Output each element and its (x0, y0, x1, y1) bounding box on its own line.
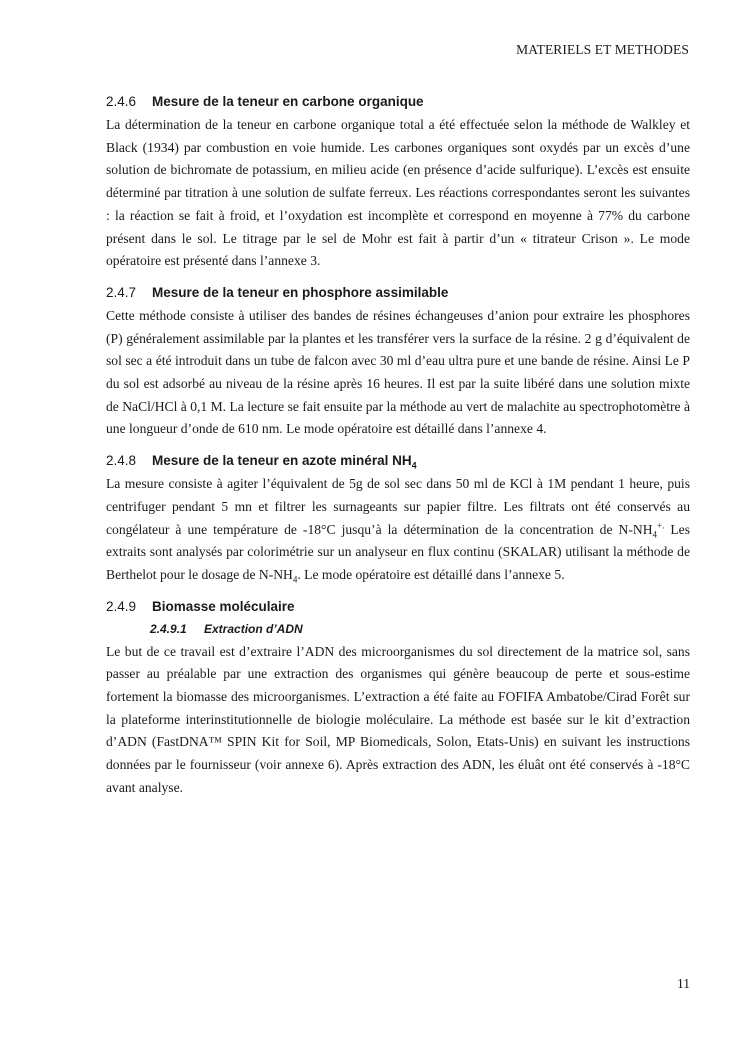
subsection-number: 2.4.9.1 (150, 621, 187, 636)
section-heading-2-4-8 (106, 451, 690, 471)
subsection-body-extraction: Le but de ce travail est d’extraire l’ADN des microorganismes du sol directement de la matrice sol, sans passer au préalable par une extraction des organismes qui génère beaucoup de perte et sous-estime fortement la biomasse des microorganismes. L’extraction a été faite au FOFIFA Ambatobe/Cirad Forêt sur la plateforme interinstitutionnelle de biologie moléculaire. La méthode est basée sur le kit d’extraction d’ADN (FastDNA™ SPIN Kit for Soil, MP Biomedicals, Solon, Etats-Unis) en suivant les instructions données par le fournisseur (voir annexe 6). Après extraction des ADN, les éluât ont été conservés à -18°C avant analyse. (106, 643, 690, 795)
subscript: 4 (292, 574, 298, 585)
section-number: 2.4.8 (106, 453, 137, 469)
section-heading-2-4-9 (106, 597, 690, 617)
section-title: Mesure de la teneur en phosphore assimilable (152, 284, 449, 300)
section-heading-2-4-7 (106, 283, 690, 303)
subsection-heading-2-4-9-1 (150, 619, 690, 639)
subscript: 4 (411, 460, 417, 471)
body-text: Les extraits sont analysés par colorimétrie sur un analyseur en flux continu (SKALAR) utilisant la méthode de Berthelot pour le dosage de N-NH (106, 521, 690, 582)
section-number: 2.4.6 (106, 94, 137, 109)
superscript: +. (657, 520, 665, 531)
body-text: La mesure consiste à agiter l’équivalent de 5g de sol sec dans 50 ml de KCl à 1M pendant 1 heure, puis centrifuger pendant 5 mn et filtrer les surnageants sur papier filtre. Les filtrats ont été conservés au congélateur à une température de -18°C jusqu’à la détermination de la concentration de N-NH (106, 476, 690, 537)
section-heading-2-4-6 (106, 92, 690, 112)
section-title: Mesure de la teneur en carbone organique (152, 94, 424, 109)
section-body-azote (106, 473, 690, 587)
section-title (152, 453, 417, 471)
subscript: 4 (652, 529, 658, 540)
section-title-main: Mesure de la teneur en azote minéral NH (152, 453, 412, 469)
section-number: 2.4.9 (106, 598, 137, 614)
body-text: . Le mode opératoire est détaillé dans l’annexe 5. (297, 566, 565, 582)
running-header: MATERIELS ET METHODES (516, 42, 689, 57)
page-content (106, 92, 690, 810)
section-title: Biomasse moléculaire (152, 598, 295, 614)
page-number: 11 (677, 976, 690, 991)
section-body-phosphore: Cette méthode consiste à utiliser des bandes de résines échangeuses d’anion pour extraire les phosphores (P) généralement assimilable par la plantes et les transférer vers la surface de la résine. 2 g d’équivalent de sol sec a été introduit dans un tube de falcon avec 30 ml d’eau ultra pure et une bande de résine. Ainsi Le P du sol est adsorbé au niveau de la résine après 16 heures. Il est par la suite libéré dans une solution mixte de NaCl/HCl à 0,1 M. La lecture se fait ensuite par la méthode au vert de malachite au spectrophotomètre à une longueur d’onde de 610 nm. Le mode opératoire est détaillé dans l’annexe 4. (106, 307, 690, 437)
section-number: 2.4.7 (106, 284, 137, 300)
section-body-carbone: La détermination de la teneur en carbone organique total a été effectuée selon la méthode de Walkley et Black (1934) par combustion en voie humide. Les carbones organiques sont oxydés par un excès d’une solution de bichromate de potassium, en milieu acide (en présence d’acide sulfurique). L’excès est ensuite déterminé par titration à une solution de sulfate ferreux. Les réactions correspondantes seront les suivantes : la réaction se fait à froid, et l’oxydation est incomplète et correspond en moyenne à 77% du carbone présent dans le sol. Le titrage par le sel de Mohr est fait à partir d’un « titrateur Crison ». Le mode opératoire est présenté dans l’annexe 3. (106, 117, 690, 269)
subsection-title: Extraction d’ADN (204, 621, 303, 636)
